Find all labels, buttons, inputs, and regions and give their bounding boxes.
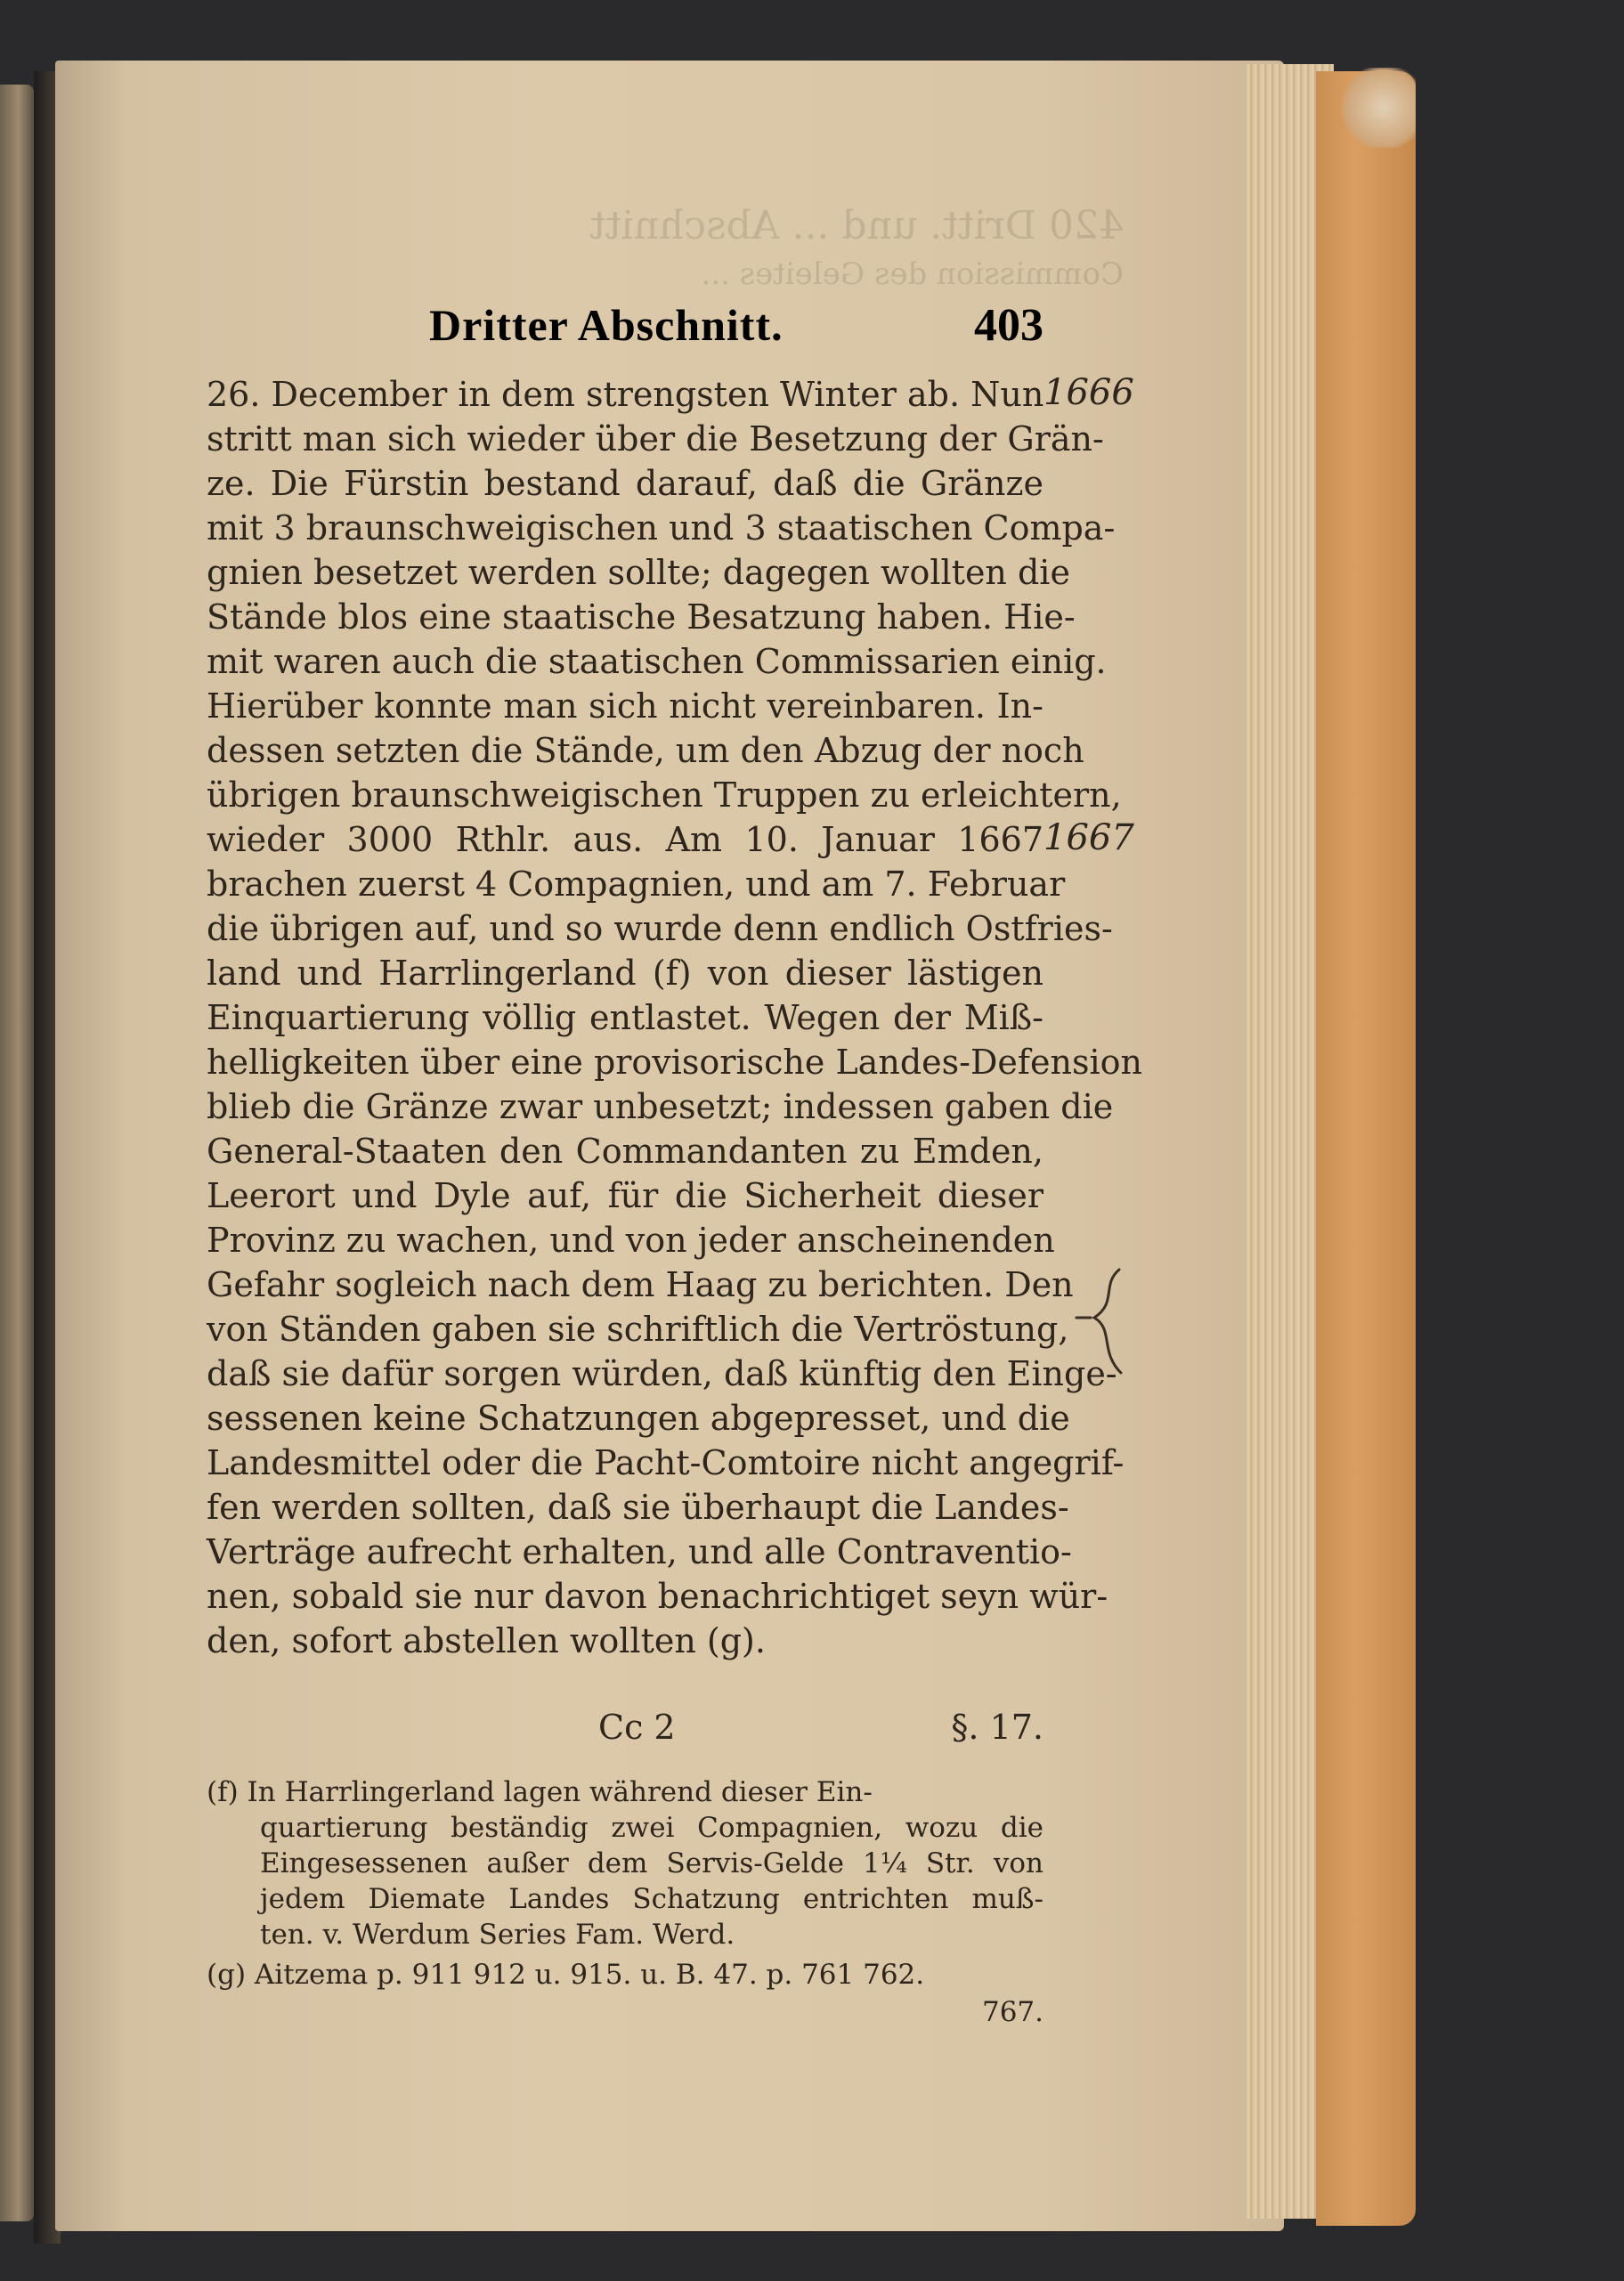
text-line: General-Staaten den Commandanten zu Emden, [207, 1132, 1043, 1171]
bleed-through-text: 420 Dritt. und ... Abschnitt [589, 203, 1124, 248]
text-line: stritt man sich wieder über die Besetzung der Grän- [207, 419, 1104, 459]
text-line: 26. December in dem strengsten Winter ab. Nun [207, 375, 1044, 414]
text-line: land und Harrlingerland (f) von dieser lästigen [207, 954, 1043, 993]
page-number: 403 [974, 300, 1043, 351]
text-line: ze. Die Fürstin bestand darauf, daß die Gränze [207, 464, 1043, 503]
text-line: brachen zuerst 4 Compagnien, und am 7. Februar [207, 865, 1066, 904]
footnote-line: (f) In Harrlingerland lagen während dieser Ein- [207, 1776, 873, 1808]
bleed-through-text: Commission des Geleites ... [701, 256, 1124, 292]
text-line: fen werden sollten, daß sie überhaupt die Landes- [207, 1488, 1069, 1527]
footnote-line: 767. [981, 1996, 1043, 2028]
book-cover-edge [1316, 71, 1416, 2226]
text-line: Stände blos eine staatische Besatzung haben. Hie- [207, 597, 1076, 637]
catchword: §. 17. [951, 1708, 1043, 1747]
text-line: dessen setzten die Stände, um den Abzug der noch [207, 731, 1084, 770]
text-line: nen, sobald sie nur davon benachrichtiget seyn wür- [207, 1577, 1108, 1616]
text-line: blieb die Gränze zwar unbesetzt; indessen gaben die [207, 1087, 1114, 1126]
text-line-last: den, sofort abstellen wollten (g). [207, 1621, 766, 1660]
margin-year-note: 1666 [1043, 372, 1134, 413]
text-line: Einquartierung völlig entlastet. Wegen der Miß- [207, 998, 1043, 1037]
running-head [278, 299, 1043, 361]
text-line: Gefahr sogleich nach dem Haag zu berichten. Den [207, 1265, 1074, 1304]
running-title: Dritter Abschnitt. [429, 300, 784, 350]
text-line: gnien besetzet werden sollte; dagegen wollten die [207, 553, 1070, 592]
footnote-line: ten. v. Werdum Series Fam. Werd. [260, 1919, 735, 1951]
footnote-line: Eingesessenen außer dem Servis-Gelde 1¼ Str. von [260, 1847, 1043, 1879]
text-line: Hierüber konnte man sich nicht vereinbaren. In- [207, 686, 1043, 726]
text-line: sessenen keine Schatzungen abgepresset, und die [207, 1399, 1070, 1438]
text-line: Verträge aufrecht erhalten, und alle Contraventio- [207, 1532, 1072, 1571]
text-line: Leerort und Dyle auf, für die Sicherheit dieser [207, 1176, 1043, 1215]
footnote-line: quartierung beständig zwei Compagnien, wozu die [260, 1812, 1043, 1844]
text-line: helligkeiten über eine provisorische Landes-Defension [207, 1043, 1142, 1082]
signature-row [207, 1708, 1043, 1752]
text-line-struck-start: von Ständen gaben sie schriftlich die Vertröstung, [207, 1310, 1069, 1349]
text-line: daß sie dafür sorgen würden, daß künftig den Einge- [207, 1354, 1117, 1393]
text-line: Provinz zu wachen, und von jeder anscheinenden [207, 1221, 1055, 1260]
footnote-line: jedem Diemate Landes Schatzung entrichten muß- [260, 1883, 1043, 1915]
handwritten-bracket-mark [1075, 1262, 1137, 1378]
text-line: mit waren auch die staatischen Commissarien einig. [207, 642, 1107, 681]
signature-mark: Cc 2 [598, 1708, 676, 1747]
footnote-line: (g) Aitzema p. 911 912 u. 915. u. B. 47. p. 761 762. [207, 1959, 925, 1991]
text-line: übrigen braunschweigischen Truppen zu erleichtern, [207, 775, 1122, 815]
margin-year-note: 1667 [1043, 817, 1134, 858]
text-line: Landesmittel oder die Pacht-Comtoire nicht angegrif- [207, 1443, 1125, 1482]
page [55, 61, 1284, 2231]
text-line: mit 3 braunschweigischen und 3 staatischen Compa- [207, 508, 1116, 548]
text-line: wieder 3000 Rthlr. aus. Am 10. Januar 1667 [207, 820, 1043, 859]
text-line: die übrigen auf, und so wurde denn endlich Ostfries- [207, 909, 1113, 948]
cover-wear [1336, 68, 1416, 148]
previous-page-edge [0, 85, 34, 2221]
